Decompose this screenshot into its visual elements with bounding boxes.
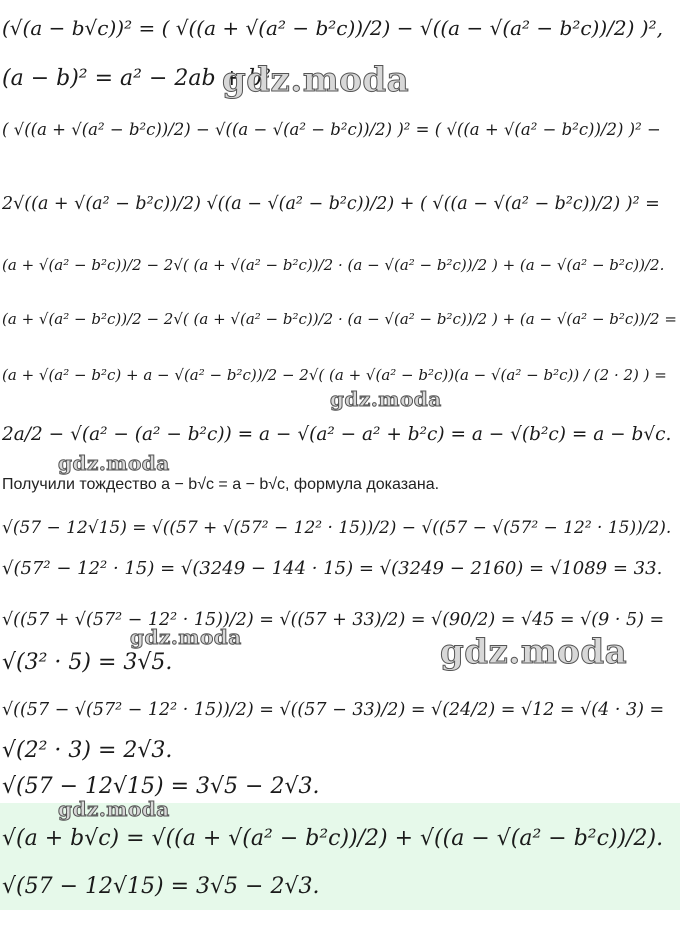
watermark-logo: gdz.moda xyxy=(58,797,170,821)
answer-formula: √(a + b√c) = √((a + √(a² − b²c))/2) + √((a − √(a² − b²c))/2). xyxy=(2,826,664,851)
watermark-logo: gdz.moda xyxy=(58,451,170,475)
watermark-logo: gdz.moda xyxy=(440,632,628,672)
derivation-line-8: 2a/2 − √(a² − (a² − b²c)) = a − √(a² − a² + b²c) = a − √(b²c) = a − b√c. xyxy=(2,424,672,445)
example-line-3: √((57 + √(57² − 12² · 15))/2) = √((57 + 33)/2) = √(90/2) = √45 = √(9 · 5) = xyxy=(2,610,665,630)
example-line-5: √((57 − √(57² − 12² · 15))/2) = √((57 − 33)/2) = √(24/2) = √12 = √(4 · 3) = xyxy=(2,700,665,720)
derivation-line-2: (a − b)² = a² − 2ab + b² xyxy=(2,66,271,91)
derivation-line-5: (a + √(a² − b²c))/2 − 2√( (a + √(a² − b²c))/2 · (a − √(a² − b²c))/2 ) + (a − √(a² − b²c))/2. xyxy=(2,256,665,274)
derivation-line-4: 2√((a + √(a² − b²c))/2) √((a − √(a² − b²c))/2) + ( √((a − √(a² − b²c))/2) )² = xyxy=(2,194,660,214)
example-line-4: √(3² · 5) = 3√5. xyxy=(2,650,173,675)
example-line-2: √(57² − 12² · 15) = √(3249 − 144 · 15) = √(3249 − 2160) = √1089 = 33. xyxy=(2,558,663,579)
conclusion-statement: Получили тождество a − b√c = a − b√c, формула доказана. xyxy=(2,476,440,493)
example-line-7: √(57 − 12√15) = 3√5 − 2√3. xyxy=(2,774,320,799)
derivation-line-7: (a + √(a² − b²c) + a − √(a² − b²c))/2 − 2√( (a + √(a² − b²c))(a − √(a² − b²c)) / (2 · 2) ) = xyxy=(2,366,667,384)
derivation-line-3: ( √((a + √(a² − b²c))/2) − √((a − √(a² − b²c))/2) )² = ( √((a + √(a² − b²c))/2) )² − xyxy=(2,120,661,139)
example-line-1: √(57 − 12√15) = √((57 + √(57² − 12² · 15))/2) − √((57 − √(57² − 12² · 15))/2). xyxy=(2,518,672,538)
watermark-logo: gdz.moda xyxy=(130,625,242,649)
watermark-logo: gdz.moda xyxy=(222,60,410,100)
example-line-6: √(2² · 3) = 2√3. xyxy=(2,738,173,763)
derivation-line-6: (a + √(a² − b²c))/2 − 2√( (a + √(a² − b²c))/2 · (a − √(a² − b²c))/2 ) + (a − √(a² − b²c))/2 = xyxy=(2,310,677,328)
answer-result: √(57 − 12√15) = 3√5 − 2√3. xyxy=(2,874,320,899)
derivation-line-1: (√(a − b√c))² = ( √((a + √(a² − b²c))/2) − √((a − √(a² − b²c))/2) )², xyxy=(2,16,663,40)
watermark-logo: gdz.moda xyxy=(330,387,442,411)
